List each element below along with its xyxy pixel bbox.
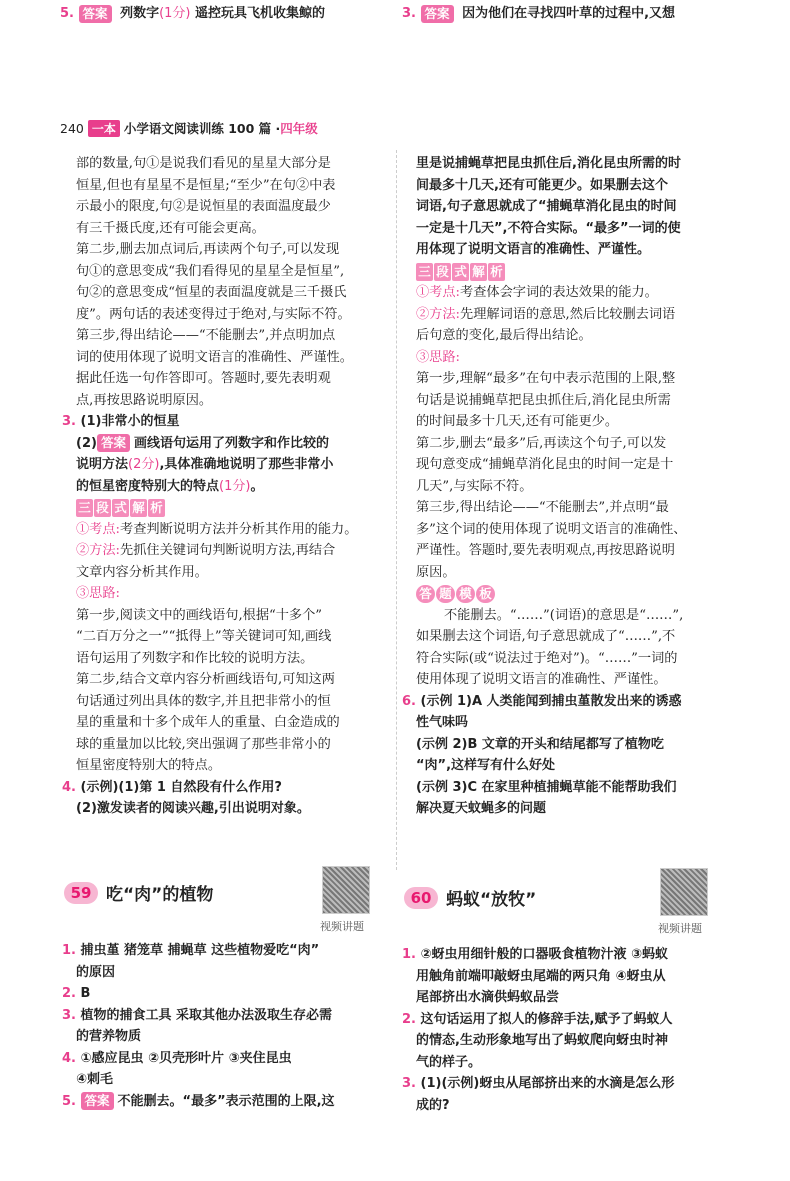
answer-line: ④刺毛 — [76, 1072, 114, 1087]
tag-char: 三 — [416, 263, 433, 281]
score: (1分) — [219, 478, 251, 494]
text-line: 第二步,结合文章内容分析画线语句,可知这两 — [76, 672, 335, 687]
text-line: 示最小的限度,句②是说恒星的表面温度最少 — [76, 199, 331, 214]
tag-char: 段 — [434, 263, 451, 281]
text-line: 恒星密度特别大的特点。 — [76, 758, 222, 773]
question-number: 2. — [402, 1011, 416, 1027]
answer-line: 一定是十几天”,不符合实际。“最多”一词的使 — [416, 220, 681, 236]
text-line — [62, 583, 434, 605]
answer-line — [402, 1009, 774, 1031]
section-tag-row — [62, 497, 434, 519]
text-line: 不能删去。“……”(词语)的意思是“……”, — [444, 607, 684, 623]
answer-line — [62, 454, 434, 476]
text-line: 第一步,阅读文中的画线语句,根据“十多个” — [76, 607, 323, 623]
question-number: 5. — [62, 1093, 76, 1109]
lesson-title: 蚂蚁“放牧” — [446, 890, 537, 910]
answer-text: ,具体准确地说明了那些非常小 — [159, 457, 334, 472]
answer-text: B — [80, 986, 91, 1001]
answer-line — [62, 1091, 434, 1113]
answer-line: 气的样子。 — [416, 1054, 482, 1070]
answer-text: 的恒星密度特别大的特点 — [76, 478, 220, 494]
text-line: 第三步,得出结论——“不能删去”,并点明加点 — [76, 328, 336, 343]
answer-text: 因为他们在寻找四叶草的过程中,又想 — [462, 6, 676, 21]
answer-line — [62, 476, 434, 498]
text-line: 据此任选一句作答即可。答题时,要先表明观 — [76, 371, 331, 386]
section-tag-row — [402, 261, 774, 283]
answer-line: 用触角前端叩敲蚜虫尾端的两只角 ④蚜虫从 — [416, 968, 666, 984]
text-line — [402, 304, 774, 326]
question-number: 3. — [62, 1007, 76, 1023]
answer-text: 这句话运用了拟人的修辞手法,赋予了蚂蚁人 — [420, 1011, 673, 1027]
answer-tag: 答案 — [81, 1092, 114, 1110]
score: (1分) — [159, 6, 191, 21]
answer-text: 不能删去。“最多”表示范围的上限,这 — [117, 1093, 335, 1109]
answer-line: “肉”,这样写有什么好处 — [416, 758, 556, 773]
answer-line: 用体现了说明文语言的准确性、严谨性。 — [416, 242, 651, 257]
answer-tag: 答案 — [421, 5, 454, 23]
text-line: 球的重量加以比较,突出强调了那些非常小的 — [76, 736, 331, 752]
score: (2分) — [128, 457, 160, 472]
question-number: 1. — [62, 943, 76, 958]
answer-line: 的情态,生动形象地写出了蚂蚁爬向蚜虫时神 — [416, 1033, 668, 1048]
answer-line: (示例 3)C 在家里种植捕蝇草能不能帮助我们 — [416, 779, 677, 795]
text-line — [402, 282, 774, 304]
text-line — [402, 347, 774, 369]
text-line: 原因。 — [416, 564, 456, 580]
lesson-title: 吃“肉”的植物 — [106, 885, 214, 905]
text: 考查判断说明方法并分析其作用的能力。 — [120, 521, 358, 537]
text-line: 使用体现了说明文语言的准确性、严谨性。 — [416, 672, 667, 687]
answer-line: 词语,句子意思就成了“捕蝇草消化昆虫的时间 — [416, 199, 677, 214]
three-part-analysis-tag — [416, 263, 505, 281]
tag-char: 模 — [456, 585, 475, 603]
lesson59-answers — [62, 940, 434, 1112]
text-line: 有三千摄氏度,还有可能会更高。 — [76, 220, 265, 236]
lesson60-answers — [402, 944, 774, 1116]
answer-line: 的原因 — [76, 964, 116, 980]
text-line: 严谨性。答题时,要先表明观点,再按思路说明 — [416, 543, 675, 558]
qr-code-icon[interactable] — [660, 868, 708, 916]
text-line: 文章内容分析其作用。 — [76, 564, 208, 580]
text-line: 现句意变成“捕蝇草消化昆虫的时间一定是十 — [416, 457, 674, 472]
answer-tag: 答案 — [97, 434, 130, 452]
question-number: 3. — [402, 1076, 416, 1091]
answer-template-tag — [416, 585, 495, 603]
text-line: 词的使用体现了说明文语言的准确性、严谨性。 — [76, 349, 353, 365]
tag-char: 析 — [488, 263, 505, 281]
tag-char: 解 — [470, 263, 487, 281]
answer-text: 植物的捕食工具 采取其他办法汲取生存必需 — [80, 1007, 333, 1023]
grade-label: 四年级 — [280, 121, 318, 136]
answer-text: (示例)(1)第 1 自然段有什么作用? — [80, 779, 282, 795]
answer-line — [62, 777, 434, 799]
text-line: 符合实际(或“说法过于绝对”)。“……”一词的 — [416, 650, 678, 666]
answer-tag: 答案 — [79, 5, 112, 23]
point-label: ①考点: — [416, 285, 461, 300]
book-title: 小学语文阅读训练 100 篇 · — [123, 121, 281, 136]
qr-code-icon[interactable] — [322, 866, 370, 914]
text-line: 几天”,与实际不符。 — [416, 478, 533, 494]
tag-char: 式 — [452, 263, 469, 281]
section-tag-row — [402, 583, 774, 605]
text: 先抓住关键词句判断说明方法,再结合 — [120, 543, 336, 558]
answer-line — [62, 433, 434, 455]
text-line: 句话通过列出具体的数字,并且把非常小的恒 — [76, 693, 331, 709]
question-number: 5. — [60, 6, 74, 21]
text-line: 句话是说捕蝇草把昆虫抓住后,消化昆虫所需 — [416, 392, 671, 408]
video-lecture-label: 视频讲题 — [320, 920, 364, 933]
answer-text: (1)(示例)蚜虫从尾部挤出来的水滴是怎么形 — [420, 1076, 675, 1091]
lesson-number: 59 — [64, 882, 98, 904]
question-number: 6. — [402, 693, 416, 709]
tag-char: 三 — [76, 499, 93, 517]
text-line: 句①的意思变成“我们看得见的星星全是恒星”, — [76, 263, 345, 279]
page-number: 240 — [60, 120, 84, 136]
text-line: 第三步,得出结论——“不能删去”,并点明“最 — [416, 500, 669, 515]
answer-text: ①感应昆虫 ②贝壳形叶片 ③夹住昆虫 — [80, 1050, 292, 1066]
punctuation: 。 — [250, 478, 264, 494]
text-line: 星的重量和十多个成年人的重量、白金造成的 — [76, 715, 340, 730]
tag-char: 题 — [436, 585, 455, 603]
answer-text: 捕虫堇 猪笼草 捕蝇草 这些植物爱吃“肉” — [80, 943, 320, 958]
text-line: 如果删去这个词语,句子意思就成了“……”,不 — [416, 629, 676, 644]
answer-line: (2)激发读者的阅读兴趣,引出说明对象。 — [76, 801, 310, 816]
text-line: 多”这个词的使用体现了说明文语言的准确性、 — [416, 521, 687, 537]
text: 先理解词语的意思,然后比较删去词语 — [460, 306, 676, 322]
answer-line: 尾部挤出水滴供蚂蚁品尝 — [416, 990, 560, 1005]
text-line: 恒星,但也有星星不是恒星;“至少”在句②中表 — [76, 177, 336, 193]
text-line: 度”。两句话的表述变得过于绝对,与实际不符。 — [76, 306, 351, 322]
method-label: ②方法: — [76, 543, 121, 558]
lesson-title-59 — [64, 880, 213, 905]
text-line: “二百万分之一”“抵得上”等关键词可知,画线 — [76, 629, 332, 644]
video-lecture-label: 视频讲题 — [658, 922, 702, 935]
text-line: 的时间最多十几天,还有可能更少。 — [416, 414, 619, 429]
tag-char: 析 — [148, 499, 165, 517]
right-column — [402, 153, 774, 820]
answer-line — [402, 1073, 774, 1095]
answer-line: 里是说捕蝇草把昆虫抓住后,消化昆虫所需的时 — [416, 156, 681, 171]
approach-label: ③思路: — [416, 349, 461, 365]
text-line — [62, 540, 434, 562]
answer-text: 遥控玩具飞机收集鲸的 — [195, 6, 326, 21]
answer-line: 成的? — [416, 1097, 450, 1113]
answer-text: 画线语句运用了列数字和作比较的 — [133, 435, 329, 451]
question-number: 2. — [62, 986, 76, 1001]
prev-answer-right — [402, 3, 732, 25]
brand-logo: 一本 — [88, 120, 120, 137]
text-line: 部的数量,句①是说我们看见的星星大部分是 — [76, 156, 331, 171]
tag-char: 板 — [476, 585, 495, 603]
text-line: 第二步,删去“最多”后,再读这个句子,可以发 — [416, 435, 667, 451]
answer-line — [402, 944, 774, 966]
answer-line — [62, 1048, 434, 1070]
tag-char: 解 — [130, 499, 147, 517]
question-number: 3. — [62, 414, 76, 429]
answer-text: (1)非常小的恒星 — [80, 414, 180, 429]
point-label: ①考点: — [76, 521, 121, 537]
answer-text: 列数字 — [120, 6, 160, 21]
answer-line — [402, 691, 774, 713]
text-line: 第二步,删去加点词后,再读两个句子,可以发现 — [76, 242, 340, 257]
text-line — [62, 519, 434, 541]
text-line: 语句运用了列数字和作比较的说明方法。 — [76, 650, 314, 666]
answer-line: (示例 2)B 文章的开头和结尾都写了植物吃 — [416, 736, 664, 752]
approach-label: ③思路: — [76, 586, 121, 601]
text-line: 点,再按思路说明原因。 — [76, 392, 213, 408]
page-header — [60, 118, 318, 138]
lesson-number: 60 — [404, 887, 438, 909]
answer-text: (示例 1)A 人类能闻到捕虫堇散发出来的诱惑 — [420, 693, 682, 709]
text-line: 句②的意思变成“恒星的表面温度就是三千摄氏 — [76, 285, 347, 300]
tag-char: 式 — [112, 499, 129, 517]
answer-text: ②蚜虫用细针般的口器吸食植物汁液 ③蚂蚁 — [420, 947, 669, 962]
answer-line: 间最多十几天,还有可能更少。如果删去这个 — [416, 177, 668, 193]
left-column — [62, 153, 434, 820]
text: 考查体会字词的表达效果的能力。 — [460, 285, 658, 300]
question-number: 3. — [402, 6, 416, 21]
answer-line — [62, 1005, 434, 1027]
answer-line: 解决夏天蚊蝇多的问题 — [416, 801, 547, 816]
answer-line: 性气味吗 — [416, 715, 469, 730]
question-number: 1. — [402, 947, 416, 962]
prev-answer-left — [60, 3, 390, 25]
answer-text: 说明方法 — [76, 457, 129, 472]
tag-char: 答 — [416, 585, 435, 603]
method-label: ②方法: — [416, 306, 461, 322]
text-line: 后句意的变化,最后得出结论。 — [416, 328, 592, 343]
answer-line — [62, 983, 434, 1005]
question-number: 4. — [62, 1050, 76, 1066]
answer-line — [62, 940, 434, 962]
text-line: 第一步,理解“最多”在句中表示范围的上限,整 — [416, 371, 676, 386]
three-part-analysis-tag — [76, 499, 165, 517]
lesson-title-60 — [404, 885, 536, 910]
answer-line — [62, 411, 434, 433]
answer-line: 的营养物质 — [76, 1029, 142, 1044]
answer-text: (2) — [76, 435, 97, 451]
question-number: 4. — [62, 779, 76, 795]
tag-char: 段 — [94, 499, 111, 517]
